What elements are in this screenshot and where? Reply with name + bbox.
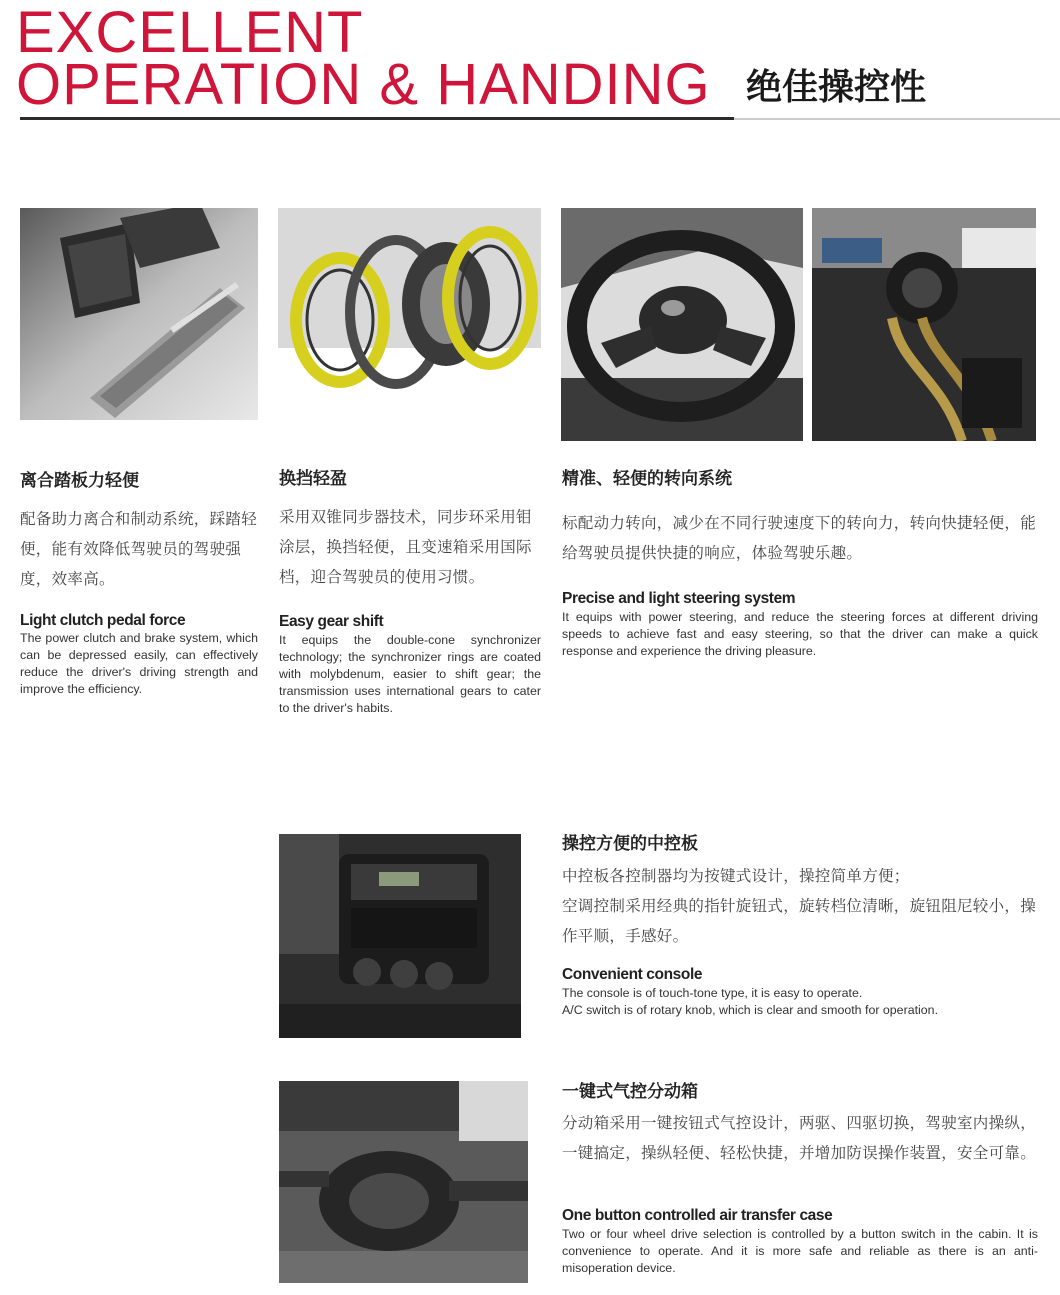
gear-en-title: Easy gear shift — [279, 613, 384, 630]
console-cn-desc-2: 空调控制采用经典的指针旋钮式，旋转档位清晰，旋钮阻尼较小，操作平顺，手感好。 — [562, 897, 1037, 945]
transfer-en-title: One button controlled air transfer case — [562, 1207, 833, 1224]
gear-cn-desc: 采用双锥同步器技术，同步环采用钼涂层，换挡轻便，且变速箱采用国际档，迎合驾驶员的使用习惯。 — [279, 508, 532, 586]
console-en-title: Convenient console — [562, 966, 703, 983]
clutch-cn-title: 离合踏板力轻便 — [20, 471, 139, 491]
gear-cn-title: 换挡轻盈 — [279, 469, 347, 489]
clutch-pedal-photo — [20, 208, 258, 420]
steering-wheel-photo — [561, 208, 803, 441]
steering-en-title: Precise and light steering system — [562, 590, 796, 607]
transfer-cn-title: 一键式气控分动箱 — [562, 1082, 698, 1102]
clutch-en-title: Light clutch pedal force — [20, 612, 186, 629]
transfer-en-desc: Two or four wheel drive selection is controlled by a button switch in the cabin. It is convenience to operate. And it is more safe and reliable as there is an anti-misoperation device. — [562, 1227, 1038, 1275]
title-chinese: 绝佳操控性 — [746, 67, 927, 108]
console-cn-desc-1: 中控板各控制器均为按键式设计，操控简单方便； — [562, 867, 910, 885]
title-line-1: EXCELLENT — [16, 0, 364, 65]
clutch-en-desc: The power clutch and brake system, which can be depressed easily, can effectively reduce the driver's driving strength and improve the efficiency. — [20, 631, 258, 696]
transfer-cn-desc: 分动箱采用一键按钮式气控设计，两驱、四驱切换，驾驶室内操纵，一键搞定，操纵轻便、轻松快捷，并增加防误操作装置，安全可靠。 — [562, 1114, 1037, 1162]
clutch-cn-desc: 配备助力离合和制动系统，踩踏轻便，能有效降低驾驶员的驾驶强度，效率高。 — [20, 510, 258, 588]
console-en-desc-2: A/C switch is of rotary knob, which is clear and smooth for operation. — [562, 1003, 939, 1017]
console-photo — [279, 834, 521, 1038]
transfer-case-photo — [279, 1081, 528, 1283]
steering-cn-desc: 标配动力转向，减少在不同行驶速度下的转向力，转向快捷轻便，能给驾驶员提供快捷的响应，体验驾驶乐趣。 — [562, 514, 1037, 562]
header-rule-accent — [20, 117, 734, 120]
console-en-desc — [562, 985, 1038, 1019]
steering-en-desc: It equips with power steering, and reduce the steering forces at different driving speeds to achieve fast and easy steering, so that the driver can make a quick response and experience the driving pleasure. — [562, 610, 1038, 658]
title-line-2: OPERATION & HANDING — [16, 52, 711, 117]
steering-cn-title: 精准、轻便的转向系统 — [562, 469, 732, 489]
gear-en-desc: It equips the double-cone synchronizer technology; the synchronizer rings are coated with molybdenum, easier to shift gear; the transmission uses international gears to cater to the driver's habits. — [279, 633, 541, 715]
console-cn-title: 操控方便的中控板 — [562, 834, 698, 854]
synchronizer-rings-photo — [278, 208, 541, 400]
console-en-desc-1: The console is of touch-tone type, it is easy to operate. — [562, 986, 863, 1000]
steering-gear-photo — [812, 208, 1036, 441]
